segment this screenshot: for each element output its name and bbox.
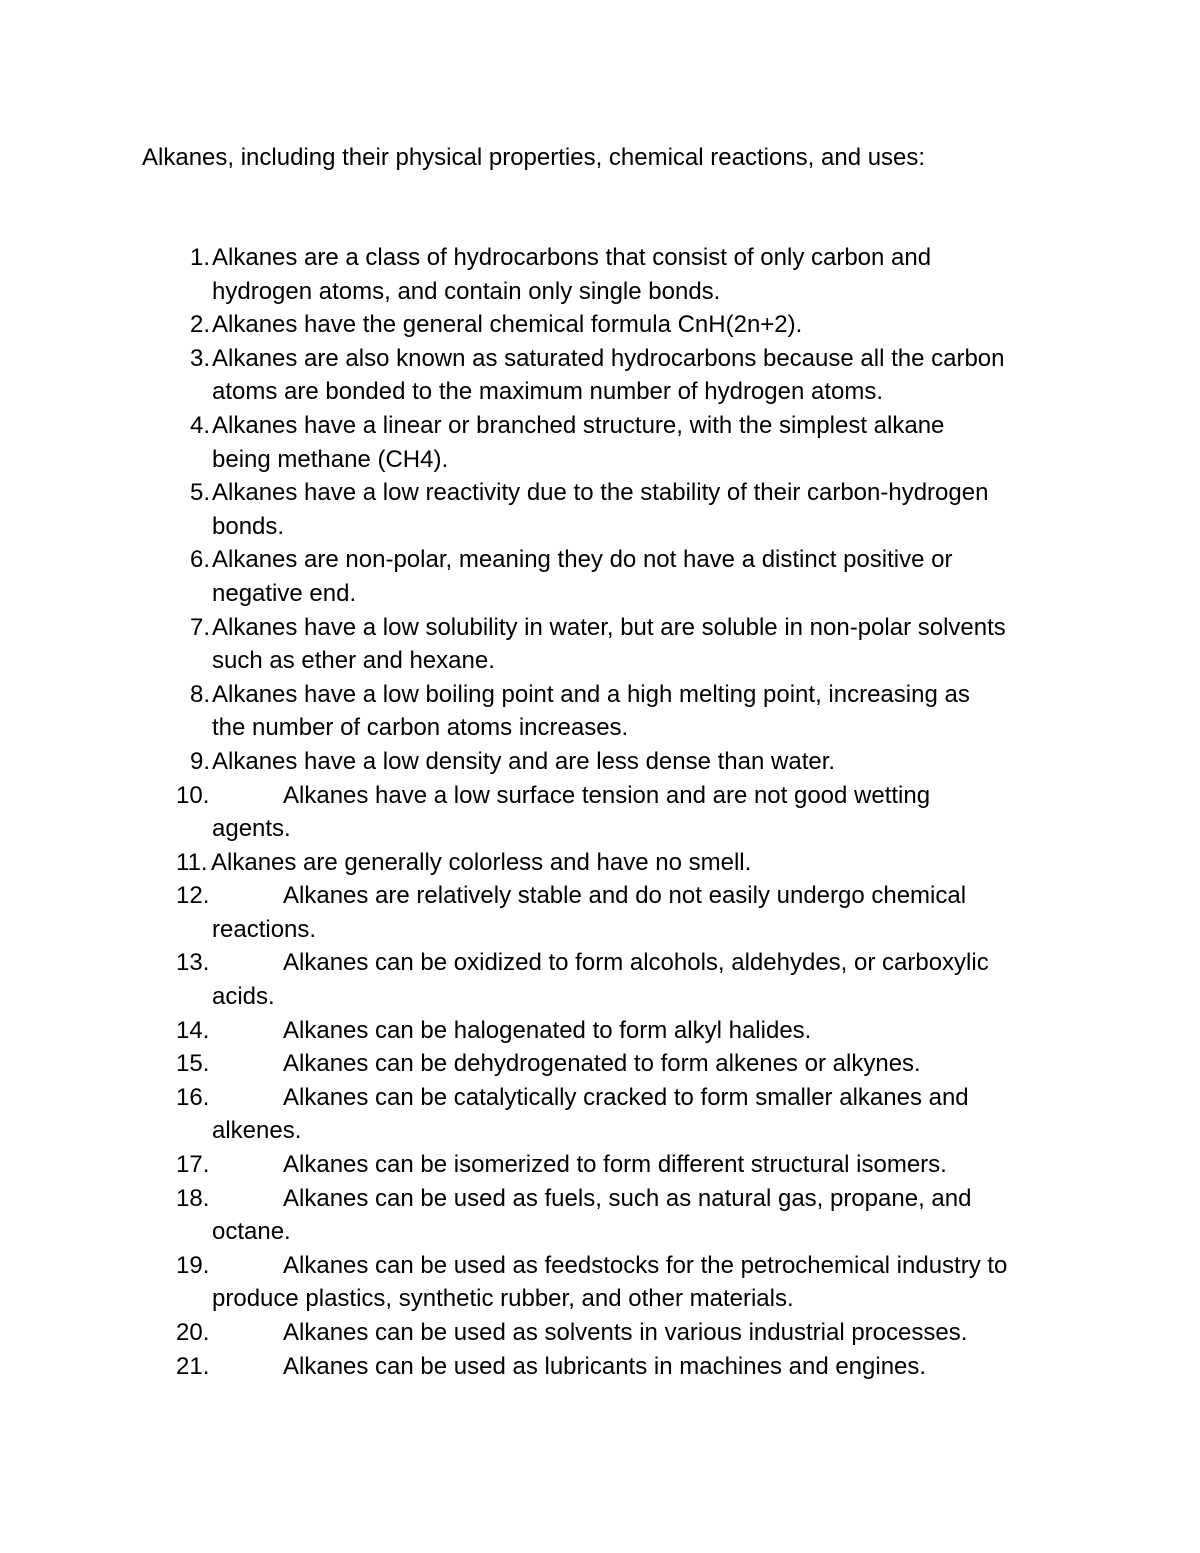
list-item [140,476,1070,543]
list-item-number: 21. [176,1352,210,1380]
list-item-text: Alkanes have a low surface tension and are not good wetting [283,781,931,809]
list-item-text: Alkanes are relatively stable and do not easily undergo chemical [283,882,967,910]
list-item-number: 16. [176,1083,210,1111]
list-item-text: Alkanes can be isomerized to form different structural isomers. [283,1151,947,1179]
list-item [140,1249,1070,1316]
list-item-text-continued: alkenes. [212,1117,302,1145]
list-item [140,678,1070,745]
list-item-number: 17. [176,1151,210,1179]
list-item-text-continued: octane. [212,1218,291,1246]
list-item-number: 3. [189,344,210,372]
list-item-text: Alkanes have a low boiling point and a high melting point, increasing as [212,680,970,708]
list-item-text: Alkanes have a low reactivity due to the stability of their carbon-hydrogen [212,479,989,507]
list-item [140,308,1070,342]
list-item-text: Alkanes can be oxidized to form alcohols, aldehydes, or carboxylic [283,949,989,977]
list-item [140,846,1070,880]
list-item [140,879,1070,946]
list-item [140,946,1070,1013]
list-item-text: Alkanes have a low density and are less dense than water. [212,747,836,775]
list-item-text-continued: acids. [212,983,275,1011]
list-item-text: Alkanes have a linear or branched structure, with the simplest alkane [212,411,945,439]
list-item [140,1047,1070,1081]
list-item [140,241,1070,308]
list-item-text: Alkanes can be halogenated to form alkyl halides. [283,1016,812,1044]
list-item-text: Alkanes can be used as fuels, such as natural gas, propane, and [283,1184,972,1212]
list-item [140,543,1070,610]
list-item-text-continued: bonds. [212,512,285,540]
list-item-number: 4. [189,411,210,439]
list-item-text: Alkanes can be dehydrogenated to form alkenes or alkynes. [283,1050,921,1078]
list-item [140,1316,1070,1350]
list-item-text-continued: such as ether and hexane. [212,647,495,675]
list-item [140,611,1070,678]
list-item-number: 13. [176,949,210,977]
list-item-text-continued: negative end. [212,579,357,607]
list-item [140,1148,1070,1182]
document-title: Alkanes, including their physical properties, chemical reactions, and uses: [142,144,926,171]
list-item-text-continued: hydrogen atoms, and contain only single bonds. [212,277,721,305]
list-item-number: 5. [189,479,210,507]
list-item-number: 15. [176,1050,210,1078]
list-item-number: 14. [176,1016,210,1044]
list-item-text: Alkanes are a class of hydrocarbons that consist of only carbon and [212,244,932,271]
list-item-text-continued: the number of carbon atoms increases. [212,714,629,742]
list-item-number: 10. [176,781,210,809]
list-item-text: Alkanes can be catalytically cracked to form smaller alkanes and [283,1083,969,1111]
list-item-text: Alkanes are generally colorless and have no smell. [211,848,752,876]
list-item-text: Alkanes can be used as lubricants in machines and engines. [283,1352,927,1380]
list-item [140,1182,1070,1249]
list-item [140,779,1070,846]
list-item-text-continued: atoms are bonded to the maximum number of hydrogen atoms. [212,378,884,406]
list-item-number: 6. [189,546,210,574]
list-item-text-continued: being methane (CH4). [212,445,449,473]
list-item-text: Alkanes are non-polar, meaning they do not have a distinct positive or [212,546,953,574]
list-item-number: 11. [176,848,208,876]
list-item [140,409,1070,476]
list-item-number: 7. [189,613,210,641]
list-item-number: 8. [189,680,210,708]
list-item-text: Alkanes are also known as saturated hydrocarbons because all the carbon [212,344,1005,372]
list-item [140,1081,1070,1148]
list-item-text: Alkanes have a low solubility in water, but are soluble in non-polar solvents [212,613,1006,641]
list-item-number: 20. [176,1319,210,1346]
list-item [140,745,1070,779]
list-item-number: 1. [189,244,210,271]
numbered-list [140,241,1070,1383]
list-item-number: 18. [176,1184,210,1212]
list-item-text: Alkanes can be used as solvents in various industrial processes. [283,1319,968,1346]
list-item-number: 12. [176,882,210,910]
list-item [140,1014,1070,1048]
list-item-text: Alkanes can be used as feedstocks for the petrochemical industry to [283,1251,1008,1279]
list-item-text-continued: agents. [212,815,291,843]
list-item-text: Alkanes have the general chemical formula CnH(2n+2). [212,311,803,339]
list-item-text-continued: produce plastics, synthetic rubber, and other materials. [212,1285,794,1313]
list-item-text-continued: reactions. [212,915,317,943]
list-item [140,1350,1070,1384]
list-item-number: 2. [189,311,210,339]
list-item [140,342,1070,409]
list-item-number: 19. [176,1251,210,1279]
list-item-number: 9. [189,747,210,775]
